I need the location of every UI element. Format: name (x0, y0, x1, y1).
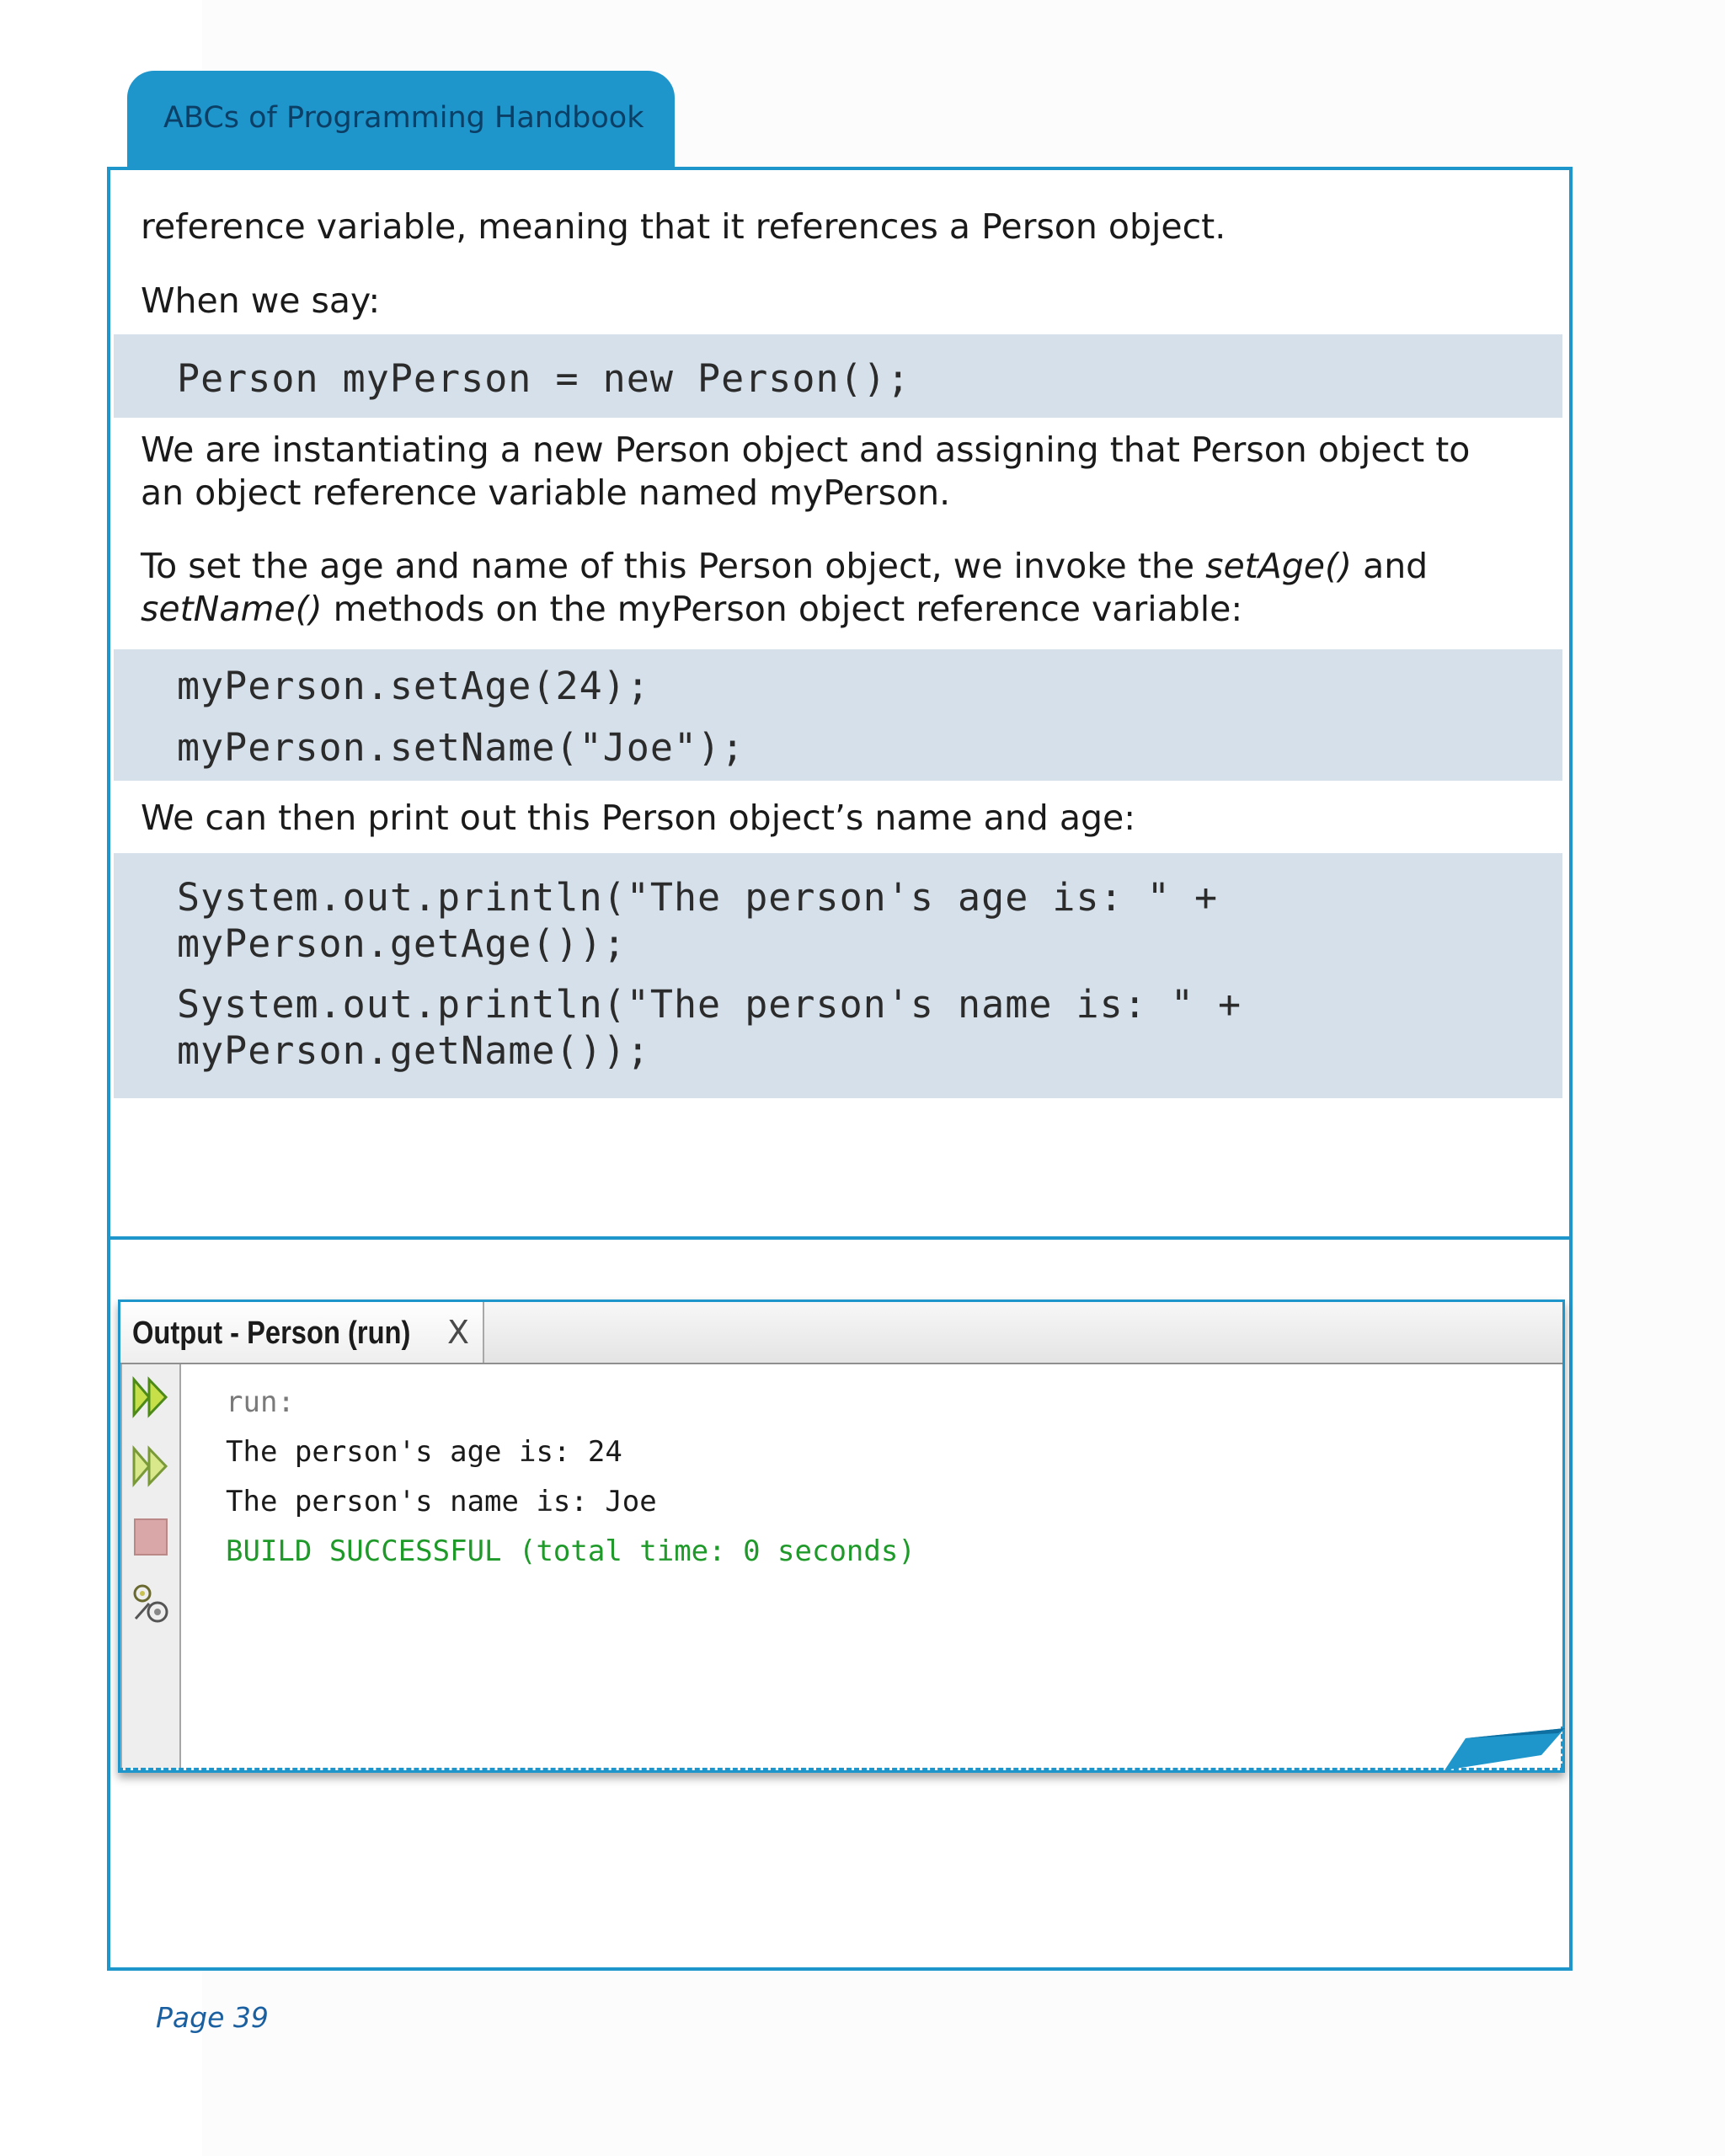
handbook-title: ABCs of Programming Handbook (163, 101, 644, 135)
code-line: myPerson.getAge()); (177, 921, 627, 966)
paragraph-when-we-say: When we say: (141, 280, 381, 321)
code-line: Person myPerson = new Person(); (177, 356, 911, 401)
code-line: myPerson.getName()); (177, 1028, 650, 1073)
stop-icon[interactable] (131, 1514, 171, 1560)
code-line: myPerson.setAge(24); (177, 664, 650, 708)
console-line: run: (226, 1385, 295, 1419)
output-tab-label: Output - Person (run) (132, 1315, 411, 1351)
page-number: Page 39 (156, 2001, 269, 2034)
paragraph-intro: reference variable, meaning that it references a Person object. (141, 206, 1226, 247)
section-divider (107, 1236, 1573, 1240)
text-run: and (1352, 546, 1429, 586)
close-icon[interactable]: X (447, 1314, 470, 1351)
clip-edge-dashed (118, 1768, 1565, 1770)
console-line: The person's name is: Joe (226, 1485, 657, 1518)
page-curl-decoration (1440, 1721, 1567, 1772)
rerun-with-options-icon[interactable] (131, 1444, 171, 1489)
console-line: BUILD SUCCESSFUL (total time: 0 seconds) (226, 1534, 916, 1568)
paragraph-invoke-line1 (141, 545, 1428, 588)
output-tab[interactable] (120, 1302, 484, 1363)
method-name-setage: setAge() (1205, 546, 1353, 586)
code-line: myPerson.setName("Joe"); (177, 725, 745, 770)
rerun-icon[interactable] (131, 1374, 171, 1420)
paragraph-instantiating-line2: an object reference variable named myPerson. (141, 472, 951, 513)
paragraph-invoke-line2 (141, 588, 1242, 631)
text-run: methods on the myPerson object reference variable: (322, 589, 1243, 629)
settings-icon[interactable] (131, 1582, 171, 1627)
paragraph-print-out: We can then print out this Person object’s name and age: (141, 798, 1136, 838)
header-tab (127, 71, 675, 168)
method-name-setname: setName() (141, 589, 323, 629)
code-line: System.out.println("The person's name is: " + (177, 982, 1242, 1027)
console-line: The person's age is: 24 (226, 1435, 622, 1469)
paragraph-instantiating-line1: We are instantiating a new Person object and assigning that Person object to (141, 430, 1471, 470)
text-run: To set the age and name of this Person object, we invoke the (141, 546, 1206, 586)
output-window (118, 1299, 1565, 1773)
output-tab-bar (120, 1302, 1562, 1364)
output-sidebar (120, 1364, 181, 1770)
code-line: System.out.println("The person's age is: " + (177, 875, 1219, 920)
